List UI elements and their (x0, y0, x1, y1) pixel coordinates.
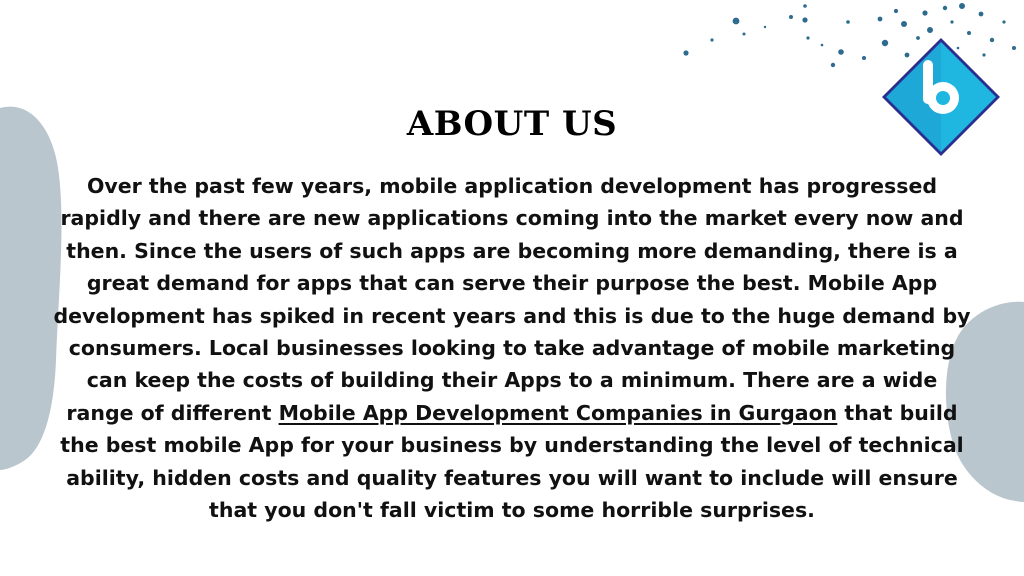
gurgaon-companies-link[interactable]: Mobile App Development Companies in Gurgaon (278, 400, 838, 425)
page-title: ABOUT US (406, 104, 618, 144)
paragraph-text-after-link: that build the best mobile App for your business by understanding the level of technical ability, hidden costs and quality features you will want to include will ensure that you don't fall victim to some horrible surprises. (60, 400, 964, 523)
logo-b-counter (936, 91, 950, 105)
about-paragraph (52, 170, 972, 526)
paragraph-text-before-link: Over the past few years, mobile application development has progressed rapidly and there are new applications coming into the market every now and then. Since the users of such apps are becoming more demanding, there is a great demand for apps that can serve their purpose the best. Mobile App development has spiked in recent years and this is due to the huge demand by consumers. Local businesses looking to take advantage of mobile marketing can keep the costs of building their Apps to a minimum. There are a wide range of different (53, 174, 971, 425)
